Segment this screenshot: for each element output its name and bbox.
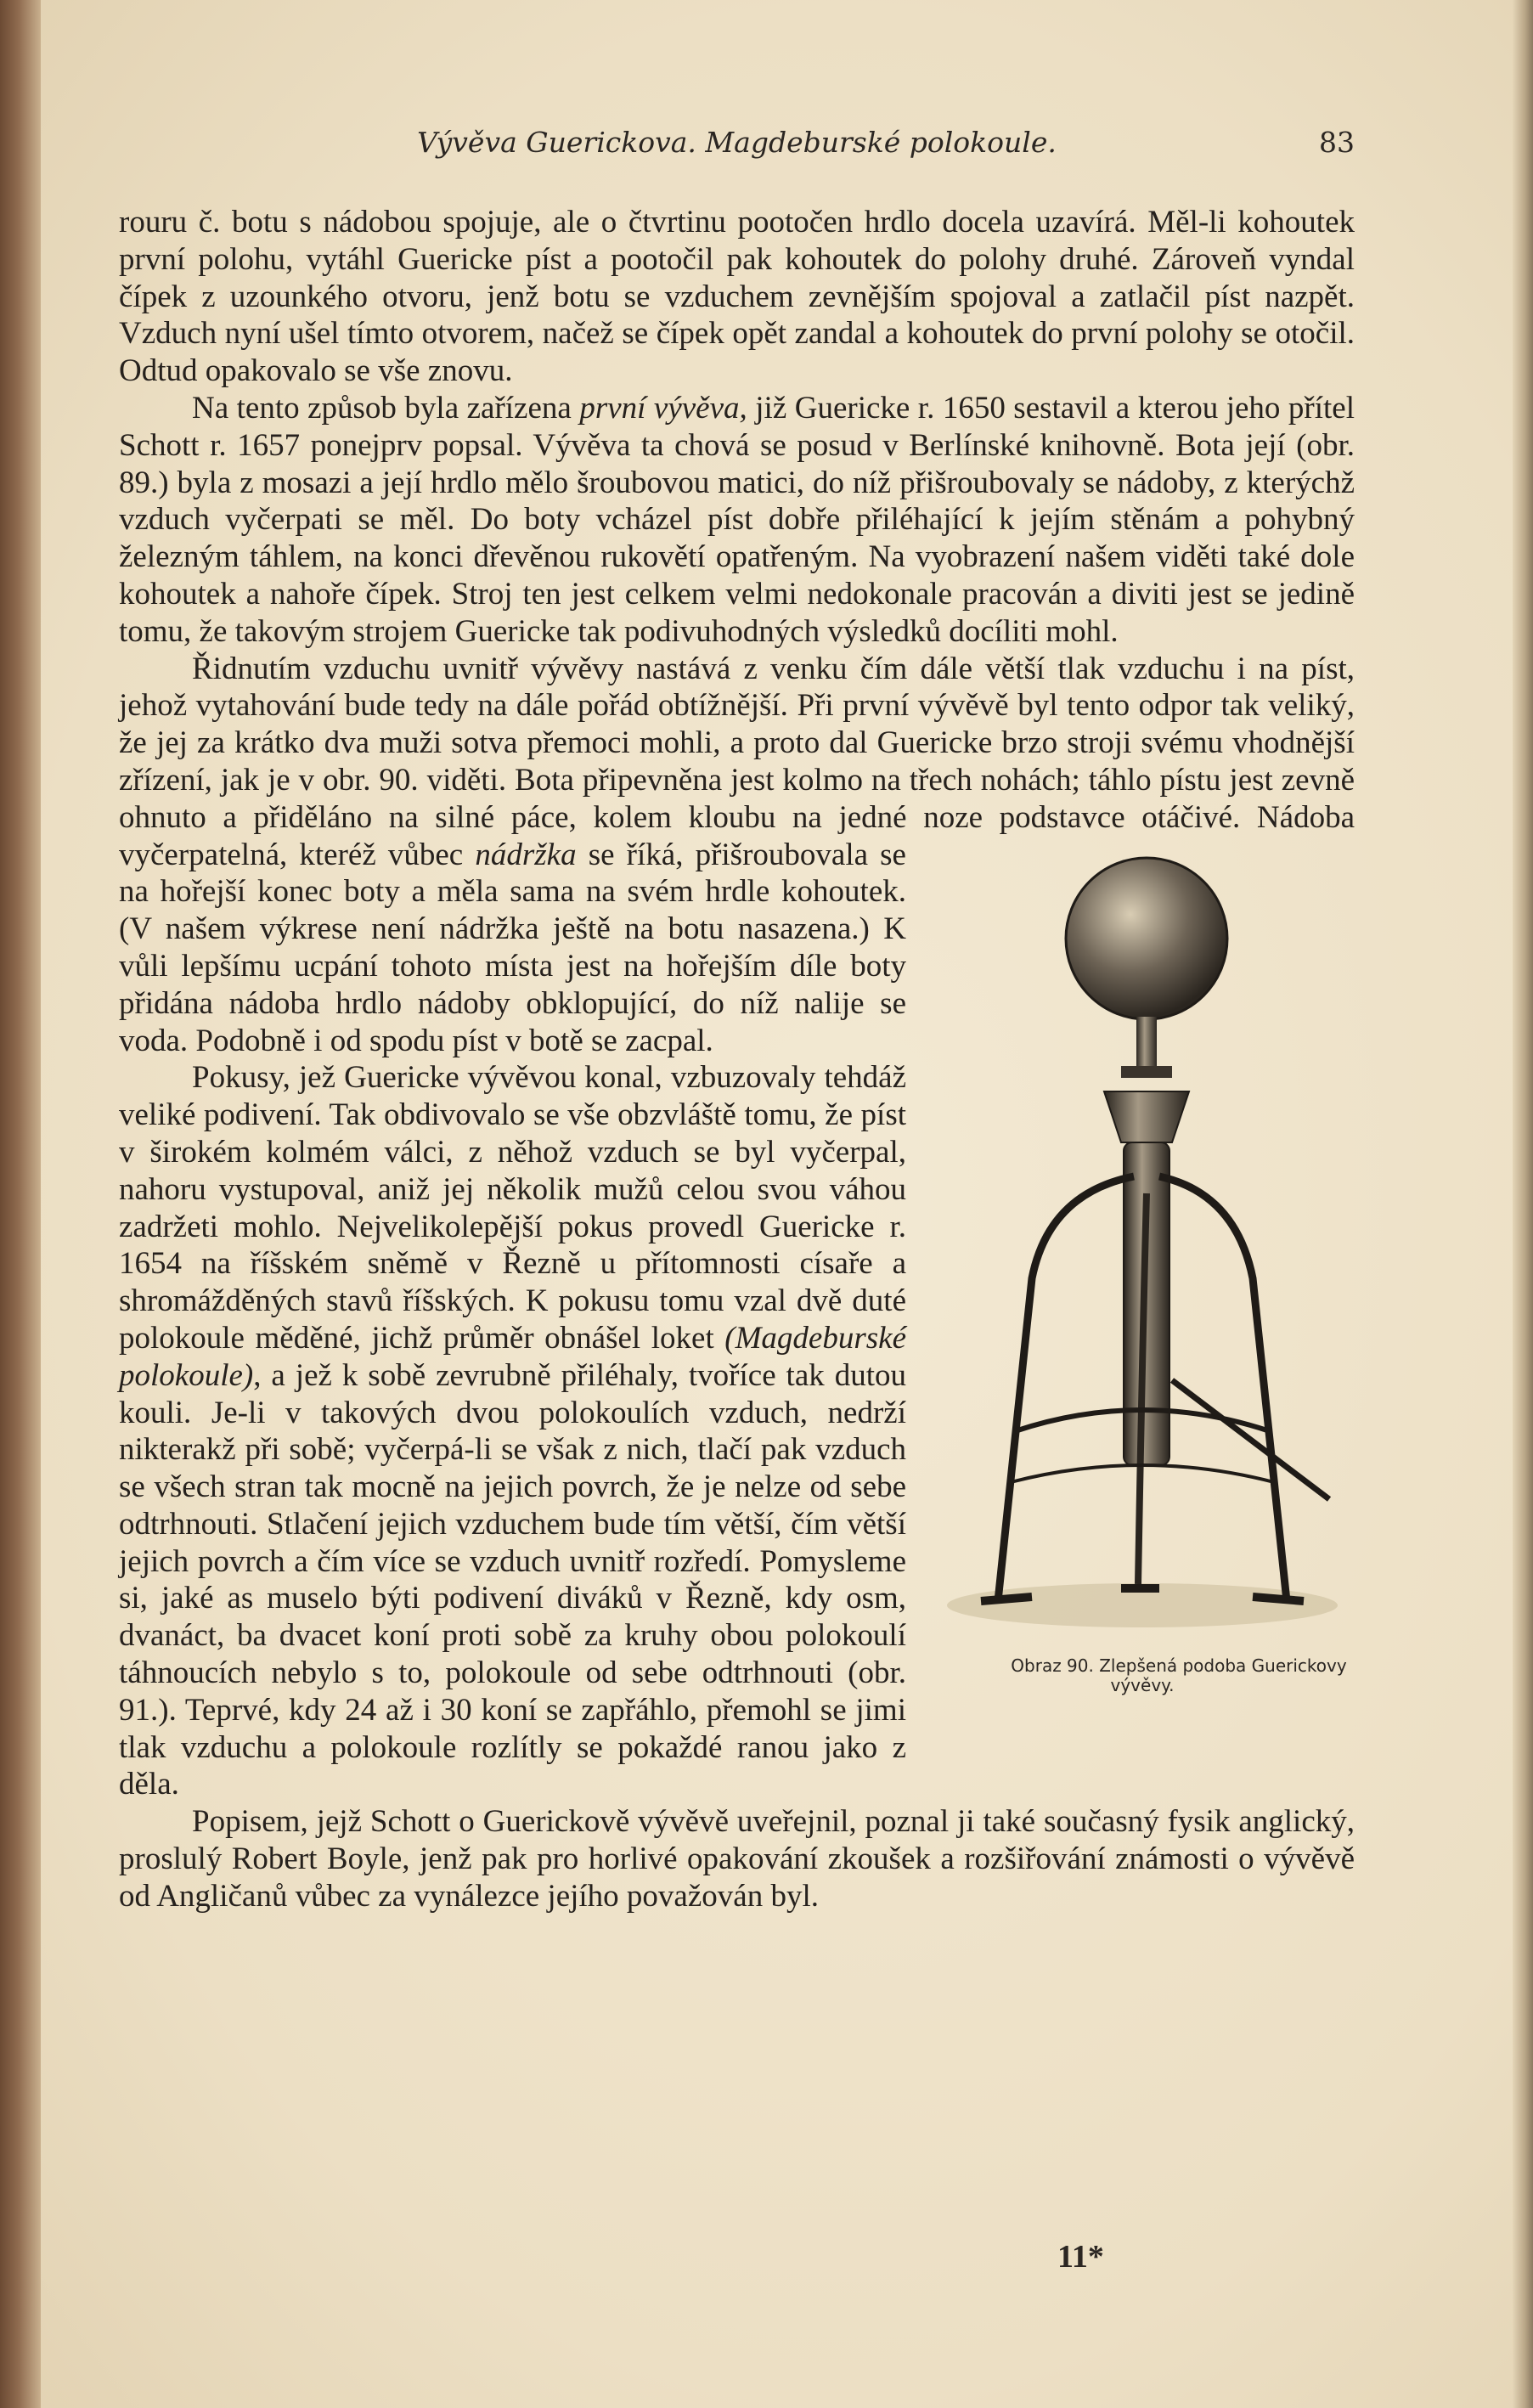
page-edge <box>1513 0 1533 2408</box>
caption-line: vývěvy. <box>1110 1674 1175 1695</box>
vacuum-pump-illustration <box>930 837 1355 1652</box>
page-number: 83 <box>1319 126 1355 159</box>
printer-signature: 11* <box>1057 2239 1104 2275</box>
paragraph-1: rouru č. botu s nádobou spojuje, ale o čtvrtinu pootočen hrdlo docela uzavírá. Měl-li kohoutek první polohu, vytáhl Guericke píst a pootočil pak kohoutek do polohy druhé. Zároveň vyndal čípek z uzounkého otvoru, jenž botu se vzduchem zevnějším spojoval a zatlačil píst nazpět. Vzduch nyní ušel tímto otvorem, načež se čípek opět zandal a kohoutek do první polohy se otočil. Odtud opakovalo se vše znovu. <box>119 205 1355 389</box>
caption-line: Obraz 90. Zlepšená podoba Guerickovy <box>1011 1655 1347 1676</box>
paragraph-2 <box>119 390 1355 651</box>
text-run: se říká, přišroubovala se na hořejší konec boty a měla sama na svém hrdle kohoutek. (V našem výkrese není nádržka ještě na botu nasazena.) K vůli lepšímu ucpání tohoto místa jest na hořejším díle boty přidána nádoba hrdlo nádoby obklopující, do níž nalije se voda. Podobně i od spodu píst v botě se zacpal. <box>119 837 906 1058</box>
emphasis-receiver: nádržka <box>475 837 577 872</box>
text-run: , a jež k sobě zevrubně přiléhaly, tvoříce tak dutou kouli. Je-li v takových dvou polokoulích vzduch, nedrží nikterakž při sobě; vyčerpá-li se však z nich, tlačí pak vzduch se všech stran tak mocně na jejich povrch, že je nelze od sebe odtrhnouti. Stlačení jejich vzduchem bude tím větší, čím větší jejich povrch a čím více se vzduch uvnitř rozředí. Pomysleme si, jaké as muselo býti podivení diváků v Řezně, kdy osm, dvanáct, ba dvacet koní proti sobě za kruhy obou polokoulí táhnoucích nebylo s to, polokoule od sebe odtrhnouti (obr. 91.). Teprvé, kdy 24 až i 30 koní se zapřáhlo, přemohl se jimi tlak vzduchu a polokoule rozlítly se pokaždé ranou jako z děla. <box>119 1357 906 1802</box>
figure-90 <box>930 837 1355 1733</box>
emphasis-magdeburg-hemispheres: (Magdeburské polokoule) <box>119 1320 906 1393</box>
text-run: Na tento způsob byla zařízena <box>192 390 580 426</box>
text-run: Pokusy, jež Guericke vývěvou konal, vzbuzovaly tehdáž veliké podivení. Tak obdivovalo se vše obzvláště tomu, že píst v širokém kolmém válci, z něhož vzduch se byl vyčerpal, nahoru vystupoval, aniž jej několik mužů celou svou váhou zadržeti mohlo. Nejvelikolepější pokus provedl Guericke r. 1654 na říšském sněmě v Řezně u přítomnosti císaře a shromážděných stavů říšských. K pokusu tomu vzal dvě duté polokoule měděné, jichž průměr obnášel loket <box>119 1060 906 1356</box>
emphasis-first-pump: první vývěva, <box>579 390 747 426</box>
page-header <box>119 126 1355 166</box>
text-run: Řidnutím vzduchu uvnitř vývěvy nastává z venku čím dále větší tlak vzduchu i na píst, jehož vytahování bude tedy na dále pořád obtížnější. Při první vývěvě byl tento odpor tak veliký, že jej za krátko dva muži sotva přemoci mohli, a proto dal Guericke brzo stroji svému vhodnější zřízení, jak je v obr. 90. viděti. Bota připevněna jest kolmo na třech nohách; táhlo pístu jest zevně ohnuto a přiděláno na silné páce, kolem kloubu na jedné noze podstavce otáčivé. Nádoba vyčerpatelná, kteréž vůbec <box>119 651 1355 872</box>
body-text <box>119 204 1355 1915</box>
running-title: Vývěva Guerickova. Magdeburské polokoule. <box>417 126 1057 159</box>
book-binding <box>0 0 41 2408</box>
figure-caption <box>930 1656 1355 1695</box>
text-run: již Guericke r. 1650 sestavil a kterou jeho přítel Schott r. 1657 ponejprv popsal. Vývěva ta chová se posud v Berlínské knihovně. Bota její (obr. 89.) byla z mosazi a její hrdlo mělo šroubovou matici, do níž přišroubovaly se nádoby, z kterýchž vzduch vyčerpati se měl. Do boty vcházel píst dobře přiléhající k jejím stěnám a pohybný železným táhlem, na konci dřevěnou rukovětí opatřeným. Na vyobrazení našem viděti také dole kohoutek a nahoře čípek. Stroj ten jest celkem velmi nedokonale pracován a diviti jest se jedině tomu, že takovým strojem Guericke tak podivuhodných výsledků docíliti mohl. <box>119 390 1355 649</box>
paragraph-5: Popisem, jejž Schott o Guerickově vývěvě uveřejnil, poznal ji také současný fysik anglický, proslulý Robert Boyle, jenž pak pro horlivé opakování zkoušek a rozšiřování známosti o vývěvě od Angličanů vůbec za vynálezce jejího považován byl. <box>119 1804 1355 1914</box>
